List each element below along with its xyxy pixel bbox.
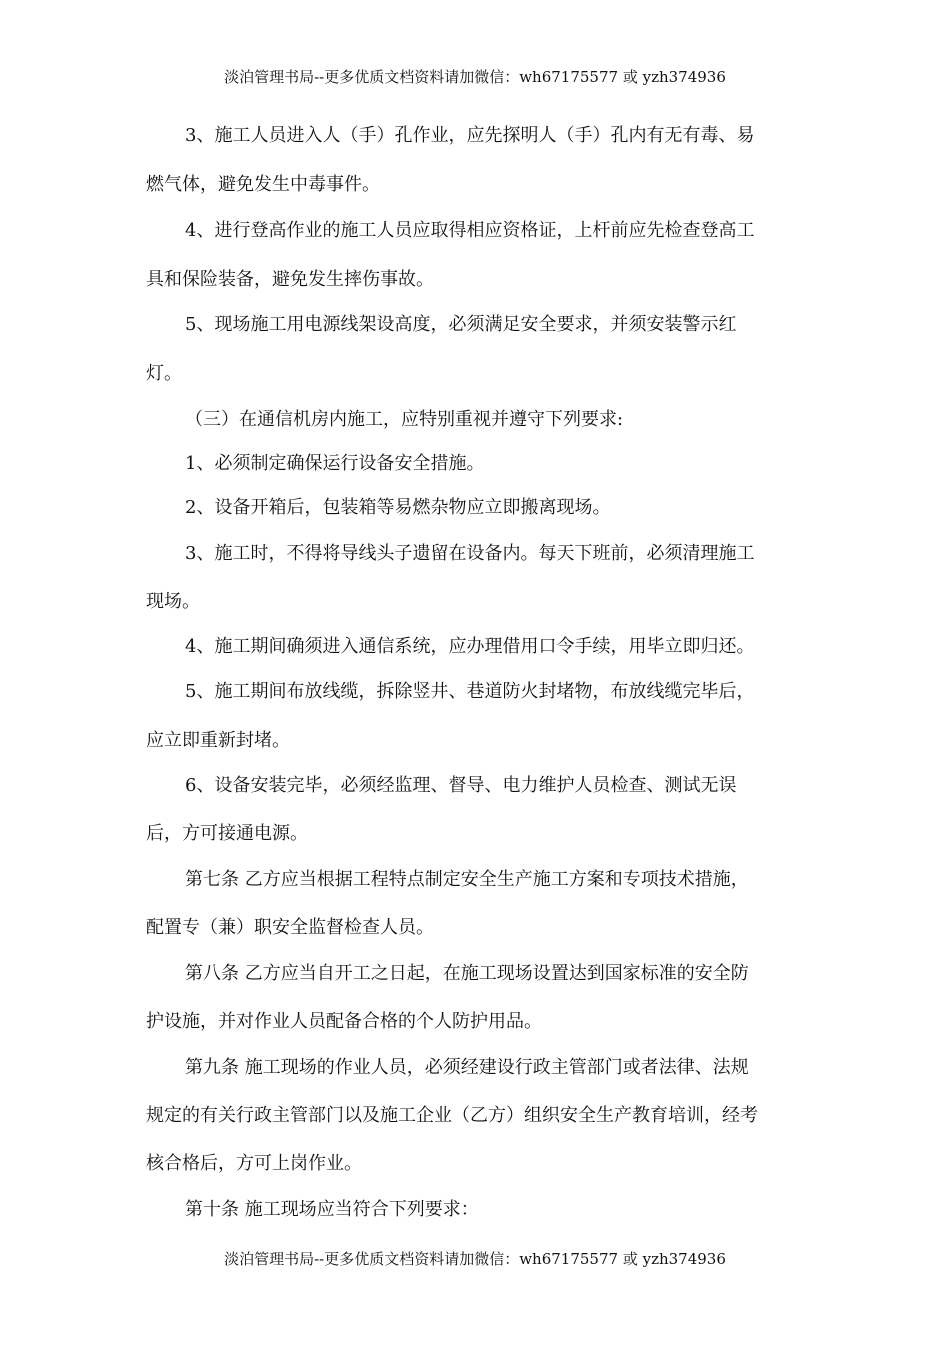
paragraph-line: 4、施工期间确须进入通信系统，应办理借用口令手续，用毕立即归还。 bbox=[185, 636, 755, 657]
article-line: 第十条 施工现场应当符合下列要求： bbox=[185, 1199, 479, 1220]
paragraph-line: 灯。 bbox=[146, 363, 182, 384]
paragraph-line: 5、施工期间布放线缆，拆除竖井、巷道防火封堵物，布放线缆完毕后， bbox=[185, 681, 755, 702]
paragraph-line: 3、施工时，不得将导线头子遗留在设备内。每天下班前，必须清理施工 bbox=[185, 543, 755, 564]
paragraph-line: 后，方可接通电源。 bbox=[146, 823, 308, 844]
paragraph-line: 6、设备安装完毕，必须经监理、督导、电力维护人员检查、测试无误 bbox=[185, 775, 737, 796]
paragraph-line: 3、施工人员进入人（手）孔作业，应先探明人（手）孔内有无有毒、易 bbox=[185, 125, 755, 146]
section-heading: （三）在通信机房内施工，应特别重视并遵守下列要求: bbox=[185, 409, 624, 430]
paragraph-line: 应立即重新封堵。 bbox=[146, 730, 290, 751]
paragraph-line: 规定的有关行政主管部门以及施工企业（乙方）组织安全生产教育培训，经考 bbox=[146, 1105, 758, 1126]
paragraph-line: 现场。 bbox=[146, 591, 200, 612]
page-footer: 淡泊管理书局--更多优质文档资料请加微信：wh67175577 或 yzh374936 bbox=[224, 1250, 726, 1268]
paragraph-line: 配置专（兼）职安全监督检查人员。 bbox=[146, 917, 434, 938]
page-header: 淡泊管理书局--更多优质文档资料请加微信：wh67175577 或 yzh374936 bbox=[224, 68, 726, 86]
paragraph-line: 护设施，并对作业人员配备合格的个人防护用品。 bbox=[146, 1011, 542, 1032]
paragraph-line: 燃气体，避免发生中毒事件。 bbox=[146, 174, 380, 195]
paragraph-line: 2、设备开箱后，包装箱等易燃杂物应立即搬离现场。 bbox=[185, 497, 611, 518]
article-line: 第九条 施工现场的作业人员，必须经建设行政主管部门或者法律、法规 bbox=[185, 1057, 749, 1078]
paragraph-line: 1、必须制定确保运行设备安全措施。 bbox=[185, 453, 485, 474]
paragraph-line: 核合格后，方可上岗作业。 bbox=[146, 1153, 362, 1174]
paragraph-line: 具和保险装备，避免发生摔伤事故。 bbox=[146, 269, 434, 290]
article-line: 第七条 乙方应当根据工程特点制定安全生产施工方案和专项技术措施， bbox=[185, 869, 749, 890]
article-line: 第八条 乙方应当自开工之日起，在施工现场设置达到国家标准的安全防 bbox=[185, 963, 749, 984]
paragraph-line: 5、现场施工用电源线架设高度，必须满足安全要求，并须安装警示红 bbox=[185, 314, 737, 335]
paragraph-line: 4、进行登高作业的施工人员应取得相应资格证，上杆前应先检查登高工 bbox=[185, 220, 755, 241]
